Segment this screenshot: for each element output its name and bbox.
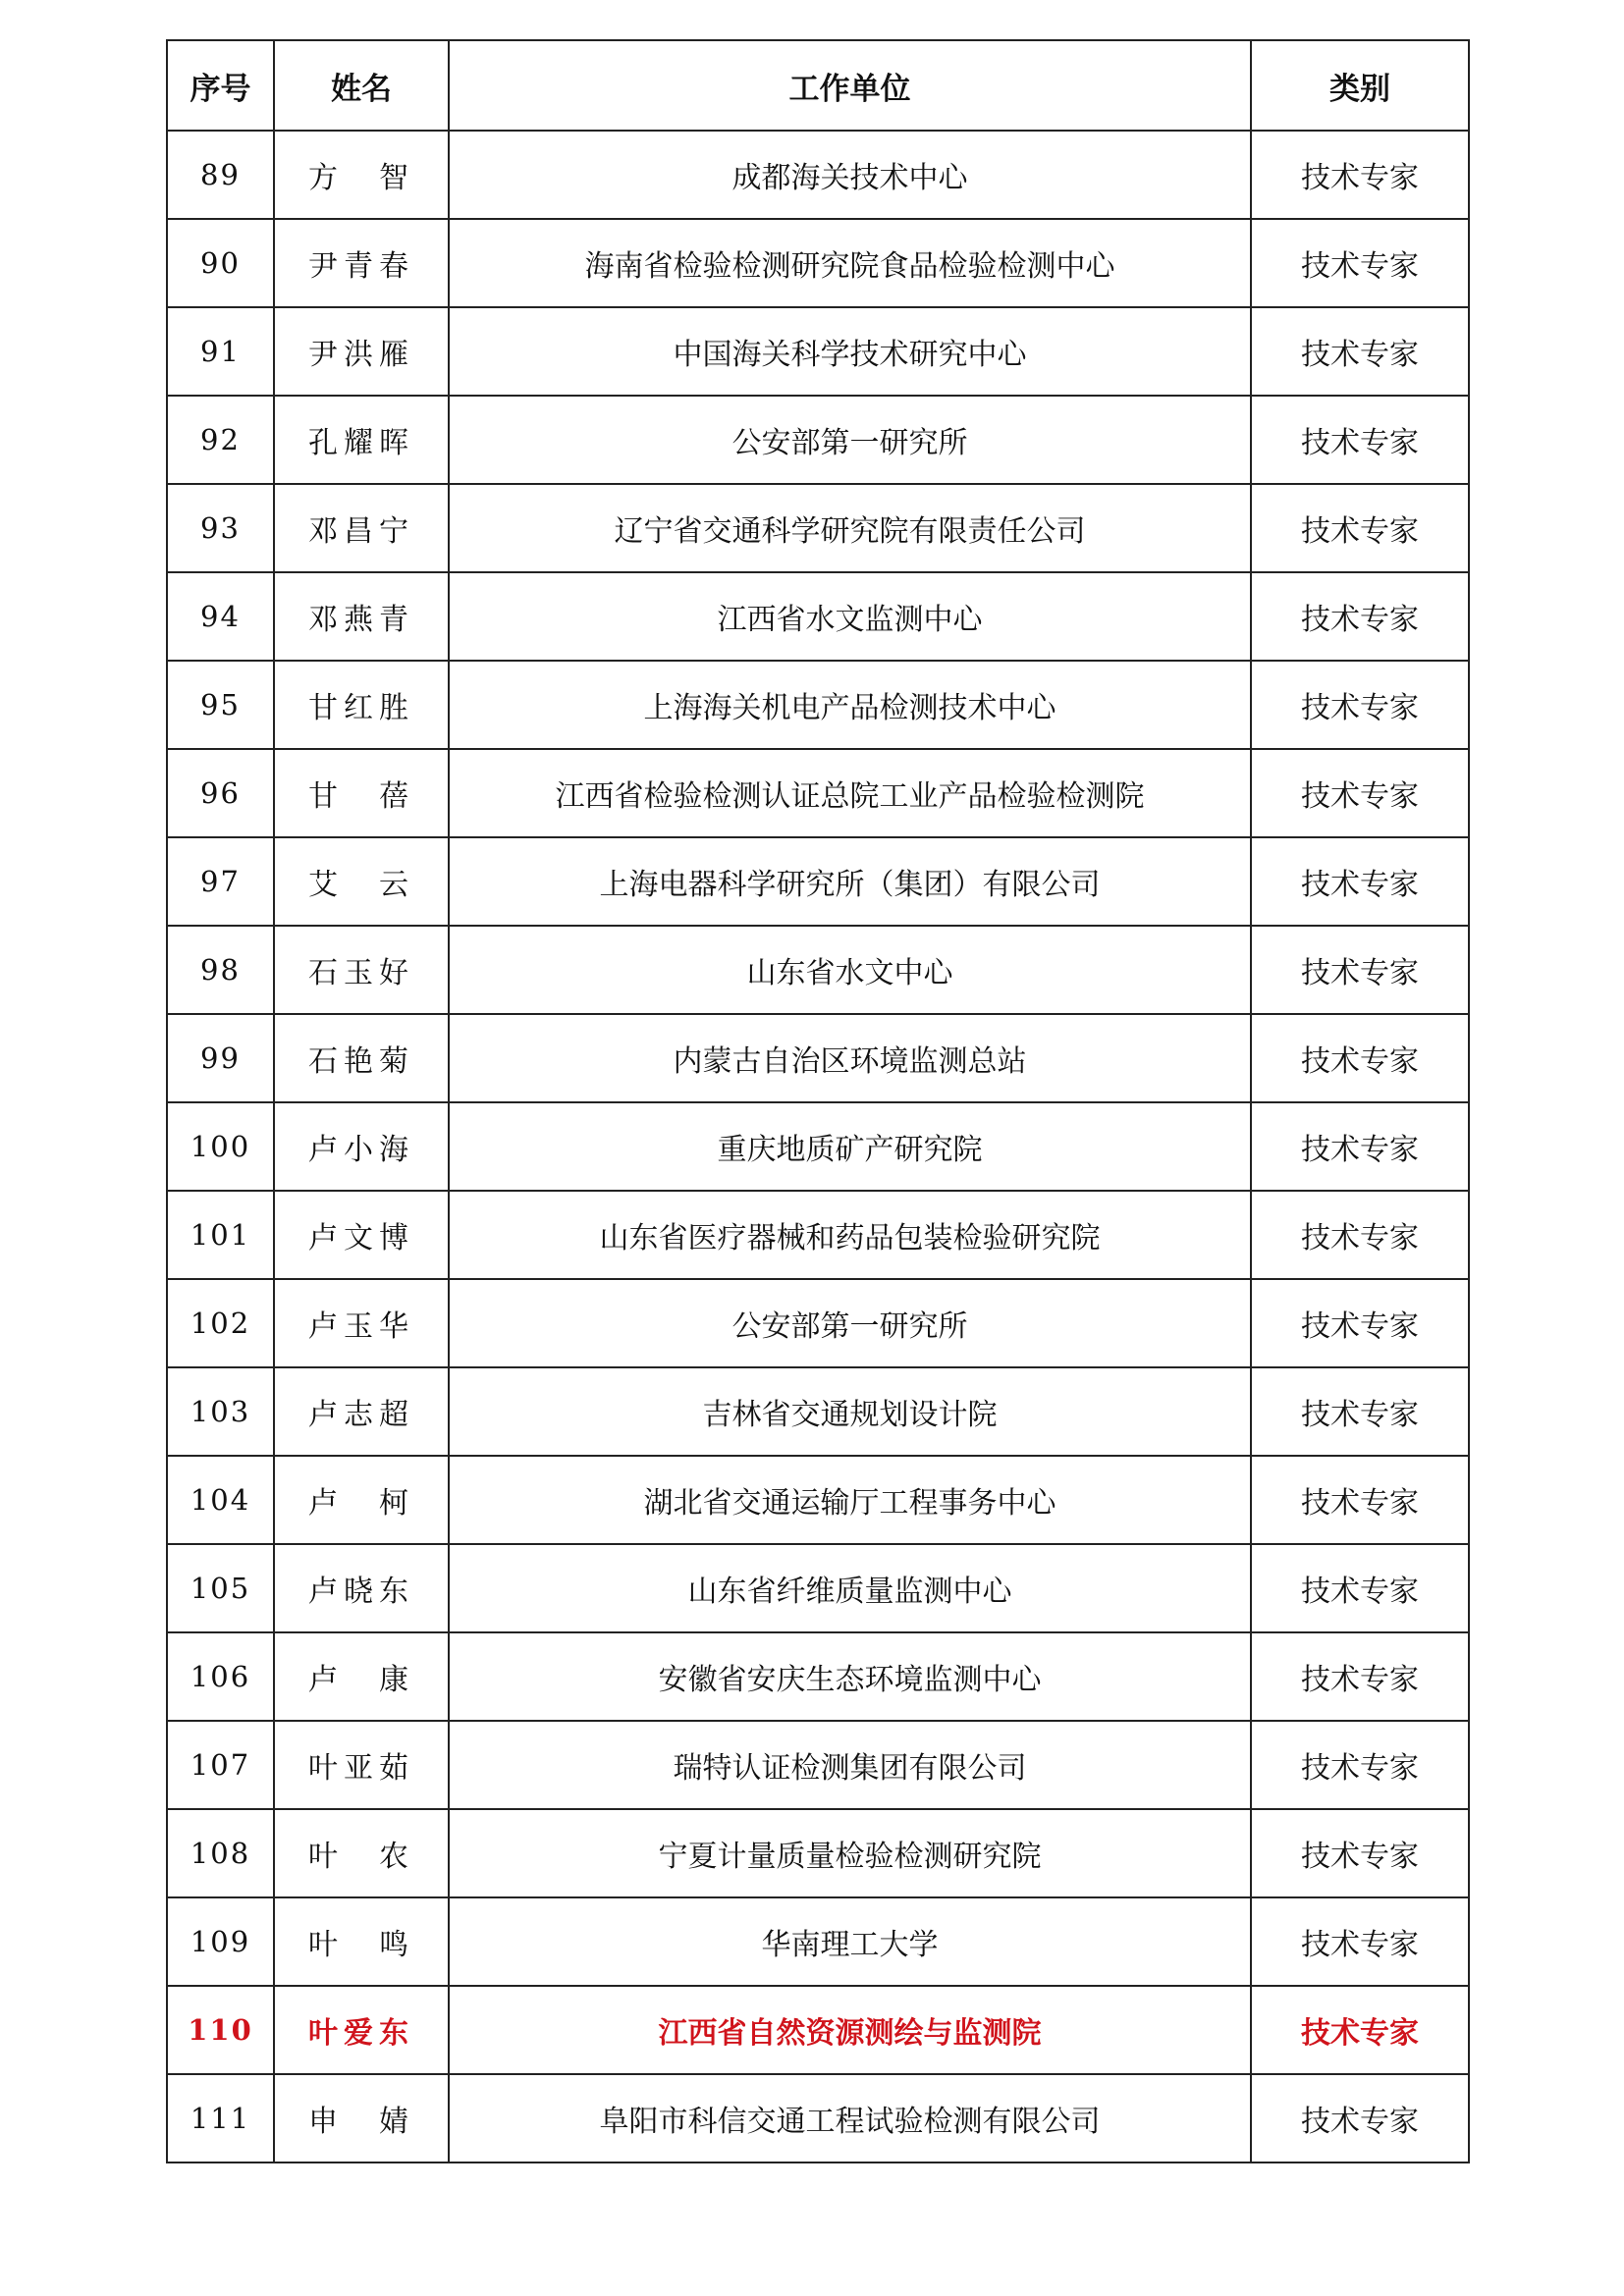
cell-serial-number: 96 xyxy=(167,749,274,837)
cell-serial-number: 101 xyxy=(167,1191,274,1279)
cell-category: 技术专家 xyxy=(1251,1544,1469,1632)
cell-category: 技术专家 xyxy=(1251,307,1469,396)
cell-name: 邓燕青 xyxy=(274,572,449,661)
cell-serial-number: 89 xyxy=(167,131,274,219)
cell-serial-number: 93 xyxy=(167,484,274,572)
table-row xyxy=(167,661,1469,749)
cell-work-unit: 内蒙古自治区环境监测总站 xyxy=(449,1014,1251,1102)
table-row xyxy=(167,1279,1469,1367)
table-row xyxy=(167,219,1469,307)
header-work-unit: 工作单位 xyxy=(449,40,1251,131)
cell-name: 叶 农 xyxy=(274,1809,449,1897)
cell-category: 技术专家 xyxy=(1251,749,1469,837)
cell-work-unit: 瑞特认证检测集团有限公司 xyxy=(449,1721,1251,1809)
cell-category: 技术专家 xyxy=(1251,484,1469,572)
cell-serial-number: 98 xyxy=(167,926,274,1014)
table-row xyxy=(167,1721,1469,1809)
cell-serial-number: 94 xyxy=(167,572,274,661)
table-row xyxy=(167,131,1469,219)
table-row xyxy=(167,2074,1469,2163)
cell-work-unit: 重庆地质矿产研究院 xyxy=(449,1102,1251,1191)
table-body xyxy=(167,131,1469,2163)
table-row xyxy=(167,1014,1469,1102)
cell-serial-number: 103 xyxy=(167,1367,274,1456)
cell-category: 技术专家 xyxy=(1251,1102,1469,1191)
cell-work-unit: 上海电器科学研究所（集团）有限公司 xyxy=(449,837,1251,926)
cell-name: 卢小海 xyxy=(274,1102,449,1191)
cell-serial-number: 105 xyxy=(167,1544,274,1632)
cell-name: 石艳菊 xyxy=(274,1014,449,1102)
cell-serial-number: 110 xyxy=(167,1986,274,2074)
cell-category: 技术专家 xyxy=(1251,1014,1469,1102)
cell-work-unit: 山东省医疗器械和药品包装检验研究院 xyxy=(449,1191,1251,1279)
cell-name: 甘 蓓 xyxy=(274,749,449,837)
cell-category: 技术专家 xyxy=(1251,1279,1469,1367)
cell-serial-number: 111 xyxy=(167,2074,274,2163)
cell-category: 技术专家 xyxy=(1251,1809,1469,1897)
cell-serial-number: 108 xyxy=(167,1809,274,1897)
cell-category: 技术专家 xyxy=(1251,926,1469,1014)
cell-name: 叶 鸣 xyxy=(274,1897,449,1986)
cell-serial-number: 106 xyxy=(167,1632,274,1721)
table-row xyxy=(167,1809,1469,1897)
table-row xyxy=(167,1102,1469,1191)
cell-serial-number: 95 xyxy=(167,661,274,749)
table-row xyxy=(167,837,1469,926)
cell-name: 叶亚茹 xyxy=(274,1721,449,1809)
cell-work-unit: 江西省检验检测认证总院工业产品检验检测院 xyxy=(449,749,1251,837)
cell-category: 技术专家 xyxy=(1251,219,1469,307)
cell-name: 卢文博 xyxy=(274,1191,449,1279)
cell-work-unit: 江西省水文监测中心 xyxy=(449,572,1251,661)
cell-serial-number: 102 xyxy=(167,1279,274,1367)
table-row xyxy=(167,1986,1469,2074)
cell-name: 石玉好 xyxy=(274,926,449,1014)
table-row xyxy=(167,484,1469,572)
cell-category: 技术专家 xyxy=(1251,837,1469,926)
cell-work-unit: 江西省自然资源测绘与监测院 xyxy=(449,1986,1251,2074)
cell-name: 尹青春 xyxy=(274,219,449,307)
table-row xyxy=(167,1544,1469,1632)
cell-category: 技术专家 xyxy=(1251,1897,1469,1986)
cell-serial-number: 100 xyxy=(167,1102,274,1191)
cell-serial-number: 90 xyxy=(167,219,274,307)
cell-category: 技术专家 xyxy=(1251,1456,1469,1544)
table-row xyxy=(167,1632,1469,1721)
cell-category: 技术专家 xyxy=(1251,661,1469,749)
cell-name: 卢 柯 xyxy=(274,1456,449,1544)
cell-name: 方 智 xyxy=(274,131,449,219)
cell-name: 孔耀晖 xyxy=(274,396,449,484)
expert-roster-table xyxy=(166,39,1470,2163)
cell-name: 叶爱东 xyxy=(274,1986,449,2074)
cell-name: 申 婧 xyxy=(274,2074,449,2163)
cell-category: 技术专家 xyxy=(1251,1367,1469,1456)
cell-work-unit: 山东省水文中心 xyxy=(449,926,1251,1014)
table-header xyxy=(167,40,1469,131)
cell-name: 卢志超 xyxy=(274,1367,449,1456)
cell-name: 艾 云 xyxy=(274,837,449,926)
cell-work-unit: 阜阳市科信交通工程试验检测有限公司 xyxy=(449,2074,1251,2163)
cell-name: 卢 康 xyxy=(274,1632,449,1721)
cell-work-unit: 上海海关机电产品检测技术中心 xyxy=(449,661,1251,749)
cell-work-unit: 成都海关技术中心 xyxy=(449,131,1251,219)
cell-category: 技术专家 xyxy=(1251,131,1469,219)
cell-category: 技术专家 xyxy=(1251,396,1469,484)
cell-name: 卢玉华 xyxy=(274,1279,449,1367)
table-row xyxy=(167,1367,1469,1456)
header-serial-number: 序号 xyxy=(167,40,274,131)
cell-serial-number: 91 xyxy=(167,307,274,396)
table-row xyxy=(167,926,1469,1014)
cell-category: 技术专家 xyxy=(1251,1986,1469,2074)
cell-work-unit: 公安部第一研究所 xyxy=(449,396,1251,484)
cell-serial-number: 104 xyxy=(167,1456,274,1544)
cell-serial-number: 97 xyxy=(167,837,274,926)
cell-category: 技术专家 xyxy=(1251,1721,1469,1809)
cell-serial-number: 92 xyxy=(167,396,274,484)
cell-category: 技术专家 xyxy=(1251,2074,1469,2163)
cell-work-unit: 吉林省交通规划设计院 xyxy=(449,1367,1251,1456)
table-row xyxy=(167,307,1469,396)
cell-work-unit: 公安部第一研究所 xyxy=(449,1279,1251,1367)
cell-serial-number: 107 xyxy=(167,1721,274,1809)
header-row xyxy=(167,40,1469,131)
cell-serial-number: 99 xyxy=(167,1014,274,1102)
cell-work-unit: 海南省检验检测研究院食品检验检测中心 xyxy=(449,219,1251,307)
cell-name: 甘红胜 xyxy=(274,661,449,749)
header-category: 类别 xyxy=(1251,40,1469,131)
cell-work-unit: 宁夏计量质量检验检测研究院 xyxy=(449,1809,1251,1897)
table-row xyxy=(167,1191,1469,1279)
cell-serial-number: 109 xyxy=(167,1897,274,1986)
cell-work-unit: 山东省纤维质量监测中心 xyxy=(449,1544,1251,1632)
header-name: 姓名 xyxy=(274,40,449,131)
table-row xyxy=(167,1456,1469,1544)
table-row xyxy=(167,749,1469,837)
cell-name: 尹洪雁 xyxy=(274,307,449,396)
table-row xyxy=(167,396,1469,484)
cell-name: 邓昌宁 xyxy=(274,484,449,572)
cell-work-unit: 华南理工大学 xyxy=(449,1897,1251,1986)
cell-category: 技术专家 xyxy=(1251,1632,1469,1721)
cell-work-unit: 安徽省安庆生态环境监测中心 xyxy=(449,1632,1251,1721)
cell-name: 卢晓东 xyxy=(274,1544,449,1632)
cell-work-unit: 辽宁省交通科学研究院有限责任公司 xyxy=(449,484,1251,572)
cell-category: 技术专家 xyxy=(1251,572,1469,661)
table-row xyxy=(167,572,1469,661)
cell-work-unit: 湖北省交通运输厅工程事务中心 xyxy=(449,1456,1251,1544)
cell-category: 技术专家 xyxy=(1251,1191,1469,1279)
cell-work-unit: 中国海关科学技术研究中心 xyxy=(449,307,1251,396)
table-row xyxy=(167,1897,1469,1986)
